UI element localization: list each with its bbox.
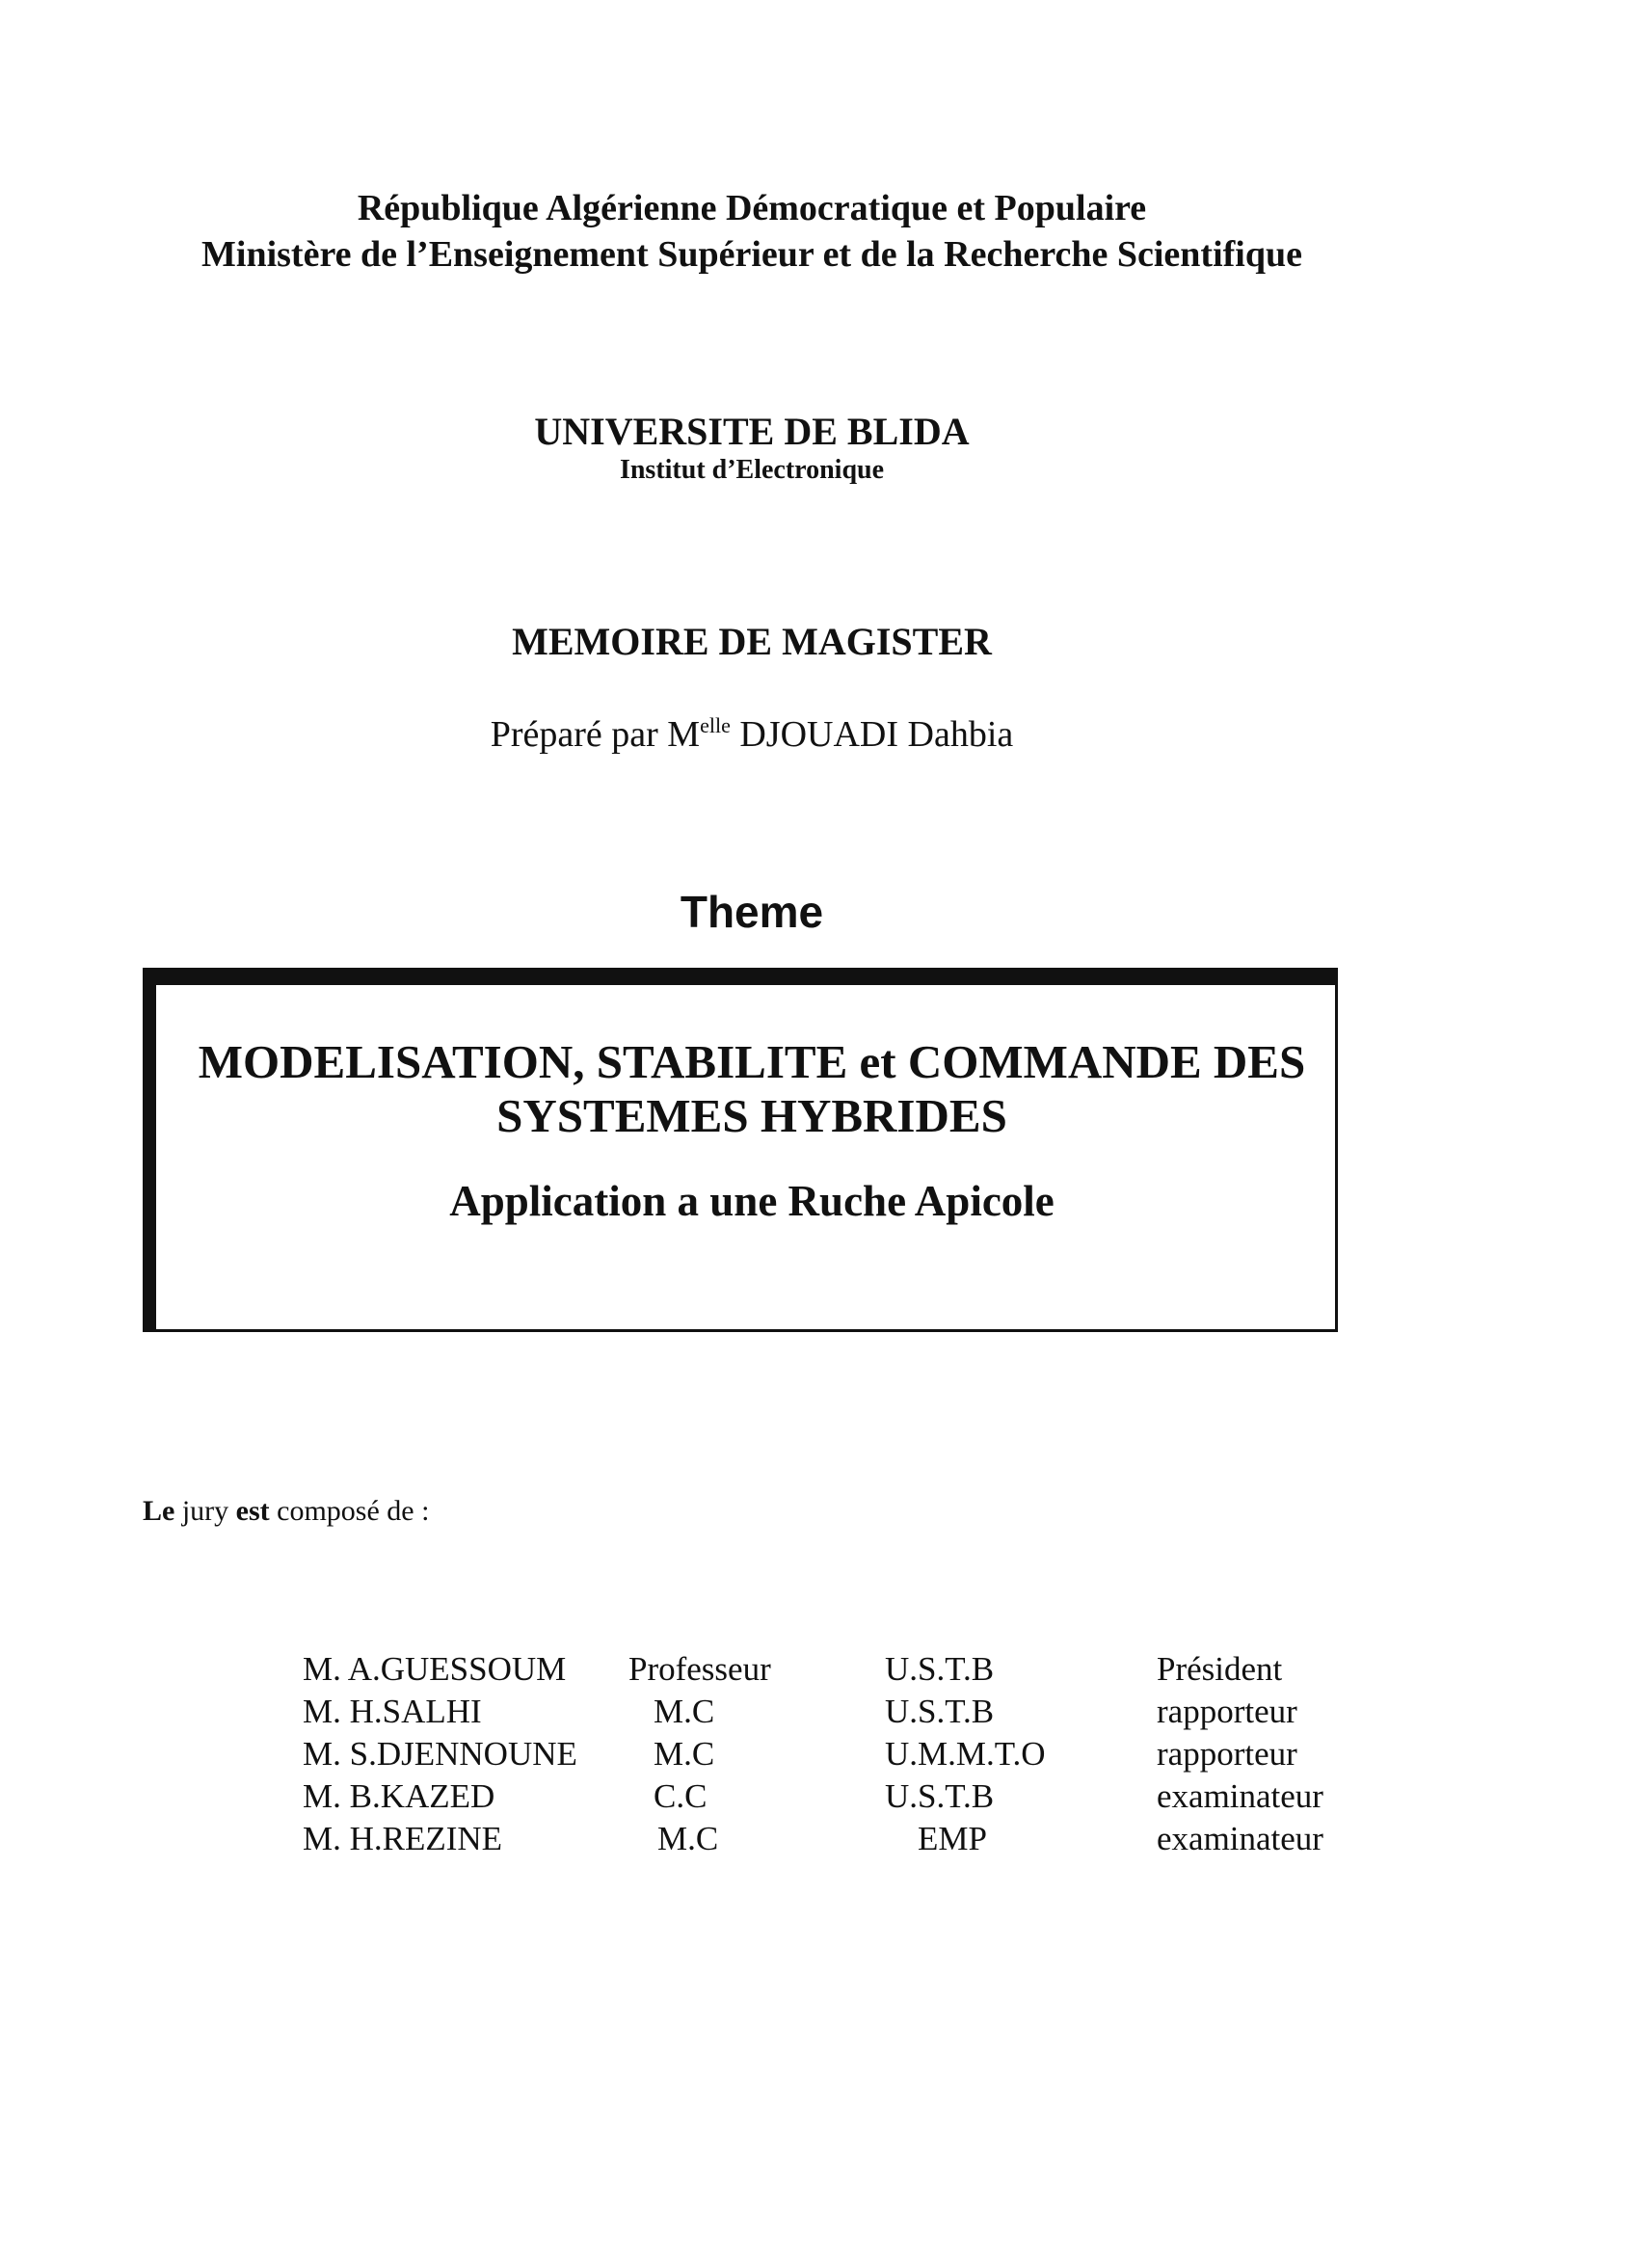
jury-member-institution: U.S.T.B	[885, 1650, 995, 1688]
memoire-title: MEMOIRE DE MAGISTER	[512, 620, 992, 663]
jury-member-name: M. B.KAZED	[303, 1777, 495, 1815]
ministry-heading: Ministère de l’Enseignement Supérieur et de la Recherche Scientifique	[201, 234, 1302, 275]
theme-title	[0, 1035, 1504, 1143]
jury-member-role: examinateur	[1157, 1820, 1323, 1857]
jury-member-institution: EMP	[918, 1820, 987, 1857]
jury-member-institution: U.S.T.B	[885, 1777, 995, 1815]
table-row	[303, 1775, 1369, 1818]
table-row	[303, 1733, 1369, 1775]
theme-subtitle: Application a une Ruche Apicole	[449, 1177, 1055, 1225]
jury-member-rank: M.C	[654, 1693, 715, 1730]
theme-label: Theme	[680, 887, 824, 937]
jury-member-name: M. H.SALHI	[303, 1693, 482, 1730]
jury-intro	[143, 1492, 429, 1531]
jury-member-role: examinateur	[1157, 1777, 1323, 1815]
theme-title-line2: SYSTEMES HYBRIDES	[496, 1089, 1007, 1142]
jury-member-rank: M.C	[657, 1820, 719, 1857]
table-row	[303, 1818, 1369, 1860]
jury-member-institution: U.M.M.T.O	[885, 1735, 1046, 1773]
jury-member-institution: U.S.T.B	[885, 1693, 995, 1730]
jury-intro-jury: jury	[174, 1495, 236, 1527]
jury-table	[303, 1648, 1369, 1860]
jury-member-rank: C.C	[654, 1777, 708, 1815]
prepared-sup: elle	[700, 713, 731, 737]
republic-heading: République Algérienne Démocratique et Populaire	[357, 188, 1147, 228]
jury-intro-est: est	[235, 1495, 270, 1527]
jury-member-rank: Professeur	[628, 1650, 771, 1688]
theme-title-line1: MODELISATION, STABILITE et COMMANDE DES	[198, 1035, 1306, 1088]
jury-intro-le: Le	[143, 1495, 175, 1527]
university-name: UNIVERSITE DE BLIDA	[534, 410, 970, 453]
table-row	[303, 1691, 1369, 1733]
jury-intro-rest: composé de :	[269, 1495, 430, 1527]
theme-box	[143, 968, 1338, 1332]
institute-name: Institut d’Electronique	[619, 455, 885, 485]
prepared-by	[0, 711, 1504, 758]
table-row	[303, 1648, 1369, 1691]
jury-member-name: M. A.GUESSOUM	[303, 1650, 567, 1688]
jury-member-rank: M.C	[654, 1735, 715, 1773]
jury-member-role: rapporteur	[1157, 1735, 1297, 1773]
jury-member-role: rapporteur	[1157, 1693, 1297, 1730]
prepared-prefix: Préparé par M	[490, 714, 701, 755]
jury-member-name: M. S.DJENNOUNE	[303, 1735, 577, 1773]
jury-member-role: Président	[1157, 1650, 1283, 1688]
jury-member-name: M. H.REZINE	[303, 1820, 503, 1857]
author-name: DJOUADI Dahbia	[730, 714, 1014, 755]
